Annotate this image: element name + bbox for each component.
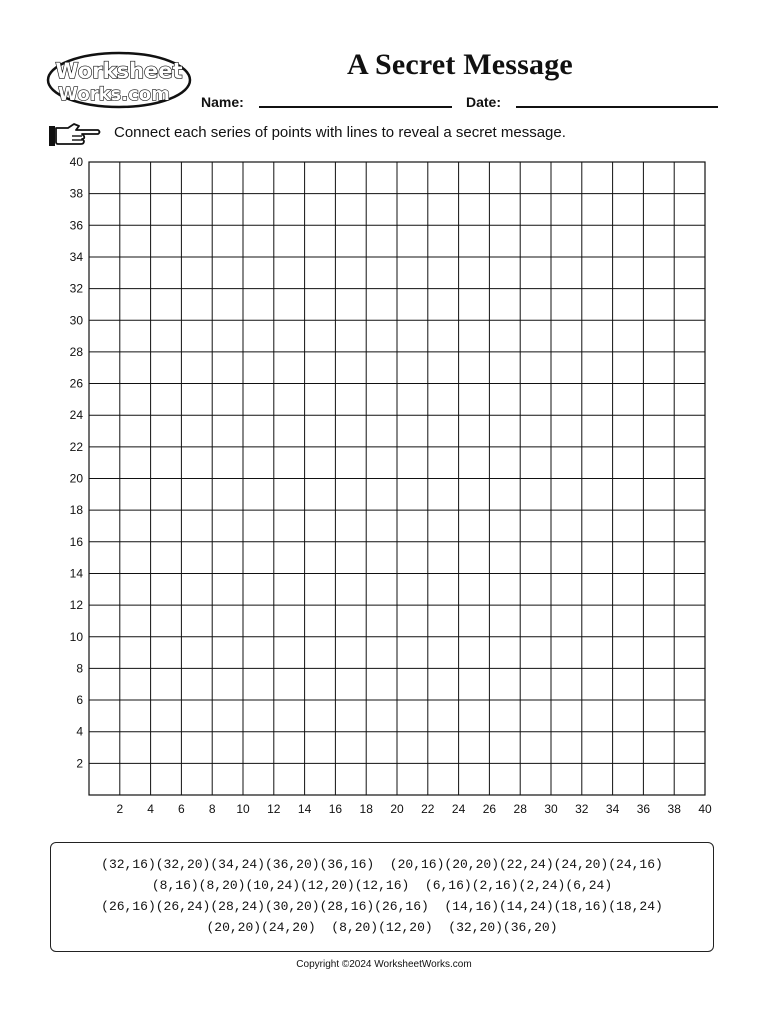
y-tick-label: 14 <box>69 566 83 581</box>
x-tick-label: 2 <box>116 802 124 816</box>
logo-text-top: Worksheet <box>55 59 183 83</box>
y-tick-label: 2 <box>76 756 83 771</box>
y-tick-label: 10 <box>69 629 83 644</box>
y-tick-label: 12 <box>69 598 83 613</box>
x-tick-label: 12 <box>267 802 281 816</box>
y-tick-label: 24 <box>69 408 83 423</box>
x-tick-label: 32 <box>575 802 589 816</box>
y-tick-label: 18 <box>69 503 83 518</box>
x-tick-label: 36 <box>636 802 651 816</box>
y-tick-label: 22 <box>69 439 83 454</box>
y-tick-label: 20 <box>69 471 83 486</box>
y-tick-label: 34 <box>69 249 83 264</box>
x-tick-label: 8 <box>208 802 216 816</box>
y-tick-label: 16 <box>69 534 83 549</box>
x-tick-label: 6 <box>178 802 185 816</box>
x-tick-label: 26 <box>482 802 497 816</box>
page-title: A Secret Message <box>347 48 573 81</box>
instructions-text: Connect each series of points with lines to reveal a secret message. <box>114 124 566 141</box>
points-line: (26,16)(26,24)(28,24)(30,20)(28,16)(26,16) (14,16)(14,24)(18,16)(18,24) <box>101 899 663 914</box>
y-tick-label: 28 <box>69 344 83 359</box>
y-tick-label: 6 <box>76 693 83 708</box>
x-tick-label: 30 <box>544 802 558 816</box>
points-line: (8,16)(8,20)(10,24)(12,20)(12,16) (6,16)(2,16)(2,24)(6,24) <box>151 878 613 893</box>
y-tick-label: 30 <box>69 313 83 328</box>
y-tick-label: 26 <box>69 376 83 391</box>
x-tick-label: 10 <box>236 802 250 816</box>
x-tick-label: 4 <box>147 802 154 816</box>
x-tick-label: 22 <box>421 802 435 816</box>
y-tick-label: 40 <box>69 155 83 169</box>
x-tick-label: 20 <box>390 802 404 816</box>
y-tick-label: 4 <box>76 724 83 739</box>
x-tick-label: 40 <box>698 802 712 816</box>
date-label: Date: <box>466 94 502 110</box>
x-tick-label: 16 <box>328 802 343 816</box>
x-tick-label: 34 <box>605 802 620 816</box>
x-tick-label: 38 <box>667 802 681 816</box>
x-tick-label: 14 <box>297 802 312 816</box>
name-label: Name: <box>201 94 244 110</box>
y-tick-label: 38 <box>69 186 83 201</box>
points-box <box>50 842 714 952</box>
points-line: (32,16)(32,20)(34,24)(36,20)(36,16) (20,16)(20,20)(22,24)(24,20)(24,16) <box>101 857 663 872</box>
y-tick-label: 8 <box>76 661 83 676</box>
logo-text-bottom: Works.com <box>58 84 170 105</box>
x-tick-label: 18 <box>359 802 373 816</box>
y-tick-label: 36 <box>69 218 83 233</box>
y-tick-label: 32 <box>69 281 83 296</box>
copyright-text: Copyright ©2024 WorksheetWorks.com <box>296 959 472 970</box>
points-line: (20,20)(24,20) (8,20)(12,20) (32,20)(36,20) <box>206 920 558 935</box>
x-tick-label: 28 <box>513 802 527 816</box>
x-tick-label: 24 <box>451 802 466 816</box>
